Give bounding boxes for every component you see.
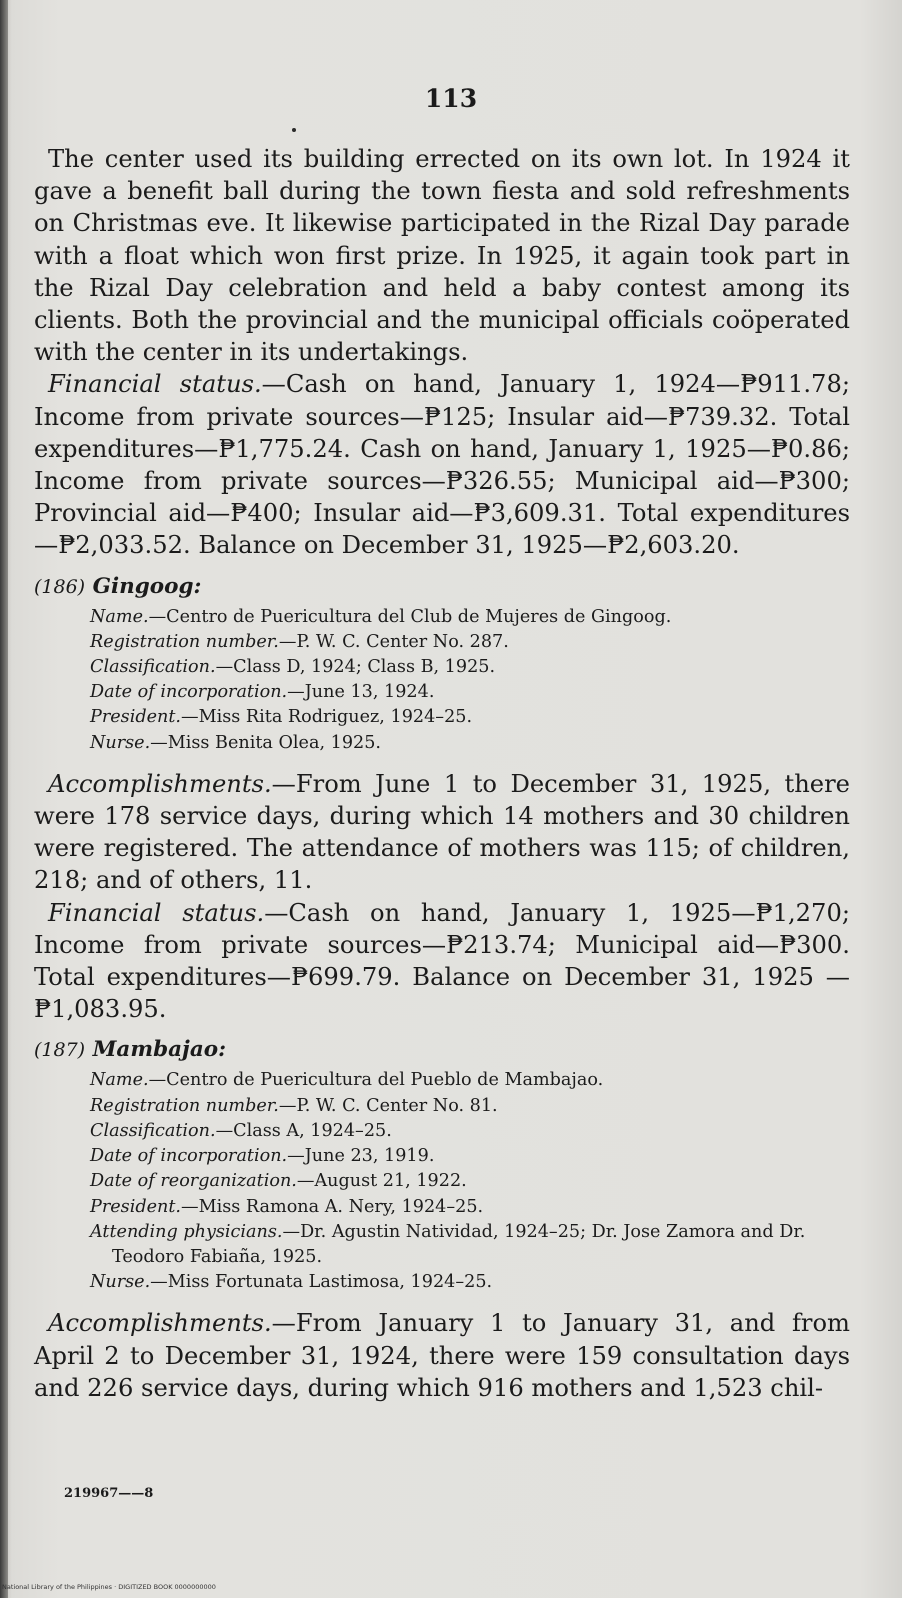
detail-value: —June 23, 1919. <box>287 1146 435 1167</box>
detail-value: —Miss Rita Rodriguez, 1924–25. <box>180 707 473 728</box>
detail-label: Registration number. <box>90 631 279 652</box>
detail-value: —Class D, 1924; Class B, 1925. <box>215 657 496 678</box>
detail-incorporation <box>90 1144 850 1169</box>
section-title: Gingoog: <box>92 573 202 599</box>
detail-president <box>90 705 850 730</box>
detail-label: Date of reorganization. <box>90 1171 297 1192</box>
detail-label: Name. <box>90 606 149 627</box>
detail-value: —Centro de Puericultura del Club de Mujeres de Gingoog. <box>148 606 672 627</box>
financial-label: Financial status. <box>48 370 262 399</box>
financial-186 <box>34 897 850 1026</box>
signature-mark: 219967——8 <box>64 1486 154 1501</box>
detail-label: Nurse. <box>90 732 151 753</box>
detail-label: President. <box>90 707 181 728</box>
body-text <box>34 143 850 1404</box>
detail-name <box>90 1068 850 1093</box>
detail-nurse <box>90 731 850 756</box>
detail-label: President. <box>90 1196 181 1217</box>
detail-value: —P. W. C. Center No. 81. <box>278 1095 498 1116</box>
intro-paragraph: The center used its building errected on its own lot. In 1924 it gave a benefit ball during the town fiesta and sold refreshments on Christmas eve. It likewise participated in the Rizal Day parade with a float which won first prize. In 1925, it again took part in the Rizal Day celebration and held a baby contest among its clients. Both the provincial and the municipal officials coöperated with the center in its undertakings. <box>34 145 850 367</box>
financial-label: Financial status. <box>48 898 265 927</box>
accomplishments-text: —From January 1 to January 31, and from April 2 to December 31, 1924, there were 159 consultation days and 226 service days, during which 916 mothers and 1,523 chil- <box>34 1309 850 1402</box>
details-186 <box>90 605 850 756</box>
section-number: (186) <box>34 575 86 598</box>
detail-value: —Miss Ramona A. Nery, 1924–25. <box>180 1196 484 1217</box>
detail-incorporation <box>90 680 850 705</box>
accomplishments-label: Accomplishments. <box>48 769 272 798</box>
detail-name <box>90 605 850 630</box>
section-number: (187) <box>34 1039 86 1062</box>
detail-label: Attending physicians. <box>90 1221 283 1242</box>
accomplishments-186 <box>34 768 850 897</box>
detail-label: Name. <box>90 1070 149 1091</box>
detail-value: —August 21, 1922. <box>296 1171 467 1192</box>
detail-value: —Miss Fortunata Lastimosa, 1924–25. <box>150 1272 493 1293</box>
detail-classification <box>90 655 850 680</box>
detail-president <box>90 1195 850 1220</box>
detail-label: Date of incorporation. <box>90 682 288 703</box>
ink-speck <box>292 128 296 132</box>
detail-value: —P. W. C. Center No. 287. <box>278 631 509 652</box>
detail-value: —Class A, 1924–25. <box>215 1120 392 1141</box>
section-title: Mambajao: <box>92 1037 227 1063</box>
section-heading-187 <box>34 1037 850 1062</box>
financial-text: —Cash on hand, January 1, 1924—₱911.78; Income from private sources—₱125; Insular aid—₱739.32. Total expenditures—₱1,775.24. Cash on hand, January 1, 1925—₱0.86; Income from private sources—₱326.55; Municipal aid—₱300; Provincial aid—₱400; Insular aid—₱3,609.31. Total expenditures—₱2,033.52. Balance on December 31, 1925—₱2,603.20. <box>34 370 850 560</box>
detail-value: —Miss Benita Olea, 1925. <box>150 732 382 753</box>
book-spine-shadow <box>0 0 8 1598</box>
page-number: 113 <box>424 84 478 113</box>
detail-label: Classification. <box>90 657 216 678</box>
accomplishments-label: Accomplishments. <box>48 1309 272 1338</box>
detail-label: Nurse. <box>90 1272 151 1293</box>
accomplishments-text: —From June 1 to December 31, 1925, there were 178 service days, during which 14 mothers and 30 children were registered. The attendance of mothers was 115; of children, 218; and of others, 11. <box>34 769 850 895</box>
detail-label: Date of incorporation. <box>90 1146 288 1167</box>
detail-nurse <box>90 1270 850 1295</box>
accomplishments-187 <box>34 1307 850 1404</box>
financial-text: —Cash on hand, January 1, 1925—₱1,270; Income from private sources—₱213.74; Municipal aid—₱300. Total expenditures—₱699.79. Balance on December 31, 1925 —₱1,083.95. <box>34 898 850 1024</box>
detail-classification <box>90 1119 850 1144</box>
details-187 <box>90 1068 850 1295</box>
detail-registration <box>90 630 850 655</box>
digitization-credit: National Library of the Philippines · DIGITIZED BOOK 0000000000 <box>2 1583 216 1591</box>
detail-value: —Dr. Agustin Natividad, 1924–25; Dr. Jose Zamora and Dr. Teodoro Fabiaña, 1925. <box>112 1221 806 1267</box>
detail-reorganization <box>90 1169 850 1194</box>
detail-physicians <box>90 1220 850 1270</box>
detail-label: Classification. <box>90 1120 216 1141</box>
section-heading-186 <box>34 574 850 599</box>
intro-financial-paragraph <box>34 368 850 561</box>
detail-value: —June 13, 1924. <box>287 682 435 703</box>
detail-label: Registration number. <box>90 1095 279 1116</box>
detail-value: —Centro de Puericultura del Pueblo de Mambajao. <box>148 1070 604 1091</box>
detail-registration <box>90 1094 850 1119</box>
